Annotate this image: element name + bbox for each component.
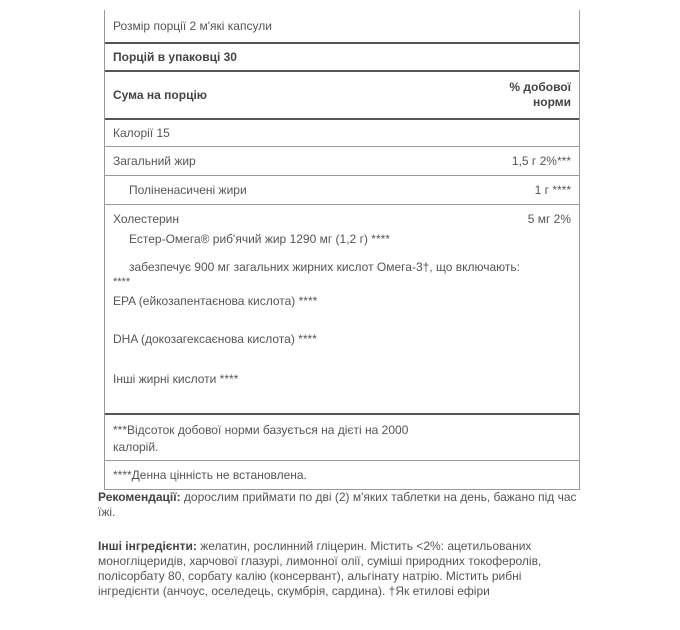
dha: DHA (докозагексаєнова кислота) **** <box>113 332 317 346</box>
epa: EPA (ейкозапентаєнова кислота) **** <box>113 294 318 308</box>
total-fat-row <box>105 146 579 175</box>
dv-footnote-row <box>105 413 579 460</box>
total-fat-label: Загальний жир <box>113 154 196 168</box>
other-fatty-acids: Інші жирні кислоти **** <box>113 372 239 386</box>
cholesterol-value: 5 мг 2% <box>527 211 571 226</box>
dv-footnote: ***Відсоток добової норми базується на дієті на 2000 калорій. <box>113 423 409 454</box>
serving-size-row <box>105 10 579 42</box>
dha-row <box>105 332 579 372</box>
not-established-row <box>105 460 579 489</box>
amount-per-serving-label: Сума на порцію <box>113 88 208 102</box>
header-row <box>105 70 579 118</box>
cholesterol-row <box>105 204 579 232</box>
provides-row <box>105 256 579 294</box>
calories: Калорії 15 <box>113 126 170 140</box>
cholesterol-label: Холестерин <box>113 211 179 226</box>
other-ingredients-text: желатин, рослинний гліцерин. Містить <2%: ацетильованих моногліцеридів, харчової глазурі, лимонної олії, суміші природних токоферолів, полісорбату 80, сорбату калію (консервант), альгінату натрію. Містить рибні інгредієнти (анчоус, оселедець, скумбрія, сардина). †Як етилові ефіри <box>98 539 542 598</box>
supplement-facts-table <box>104 10 580 490</box>
epa-row <box>105 294 579 332</box>
polyunsaturated-fat-value: 1 г **** <box>534 183 571 197</box>
recommendations <box>98 490 582 520</box>
calories-row <box>105 118 579 146</box>
servings-per-container: Порцій в упаковці 30 <box>113 50 237 64</box>
other-fatty-acids-row <box>105 372 579 413</box>
daily-value-label: % добової норми <box>509 80 571 109</box>
polyunsaturated-fat-row <box>105 175 579 204</box>
other-ingredients-label: Інші інгредієнти: <box>98 539 197 553</box>
servings-per-container-row <box>105 42 579 70</box>
serving-size: Розмір порції 2 м'які капсули <box>113 19 272 33</box>
other-ingredients <box>98 539 582 599</box>
ester-omega: Естер-Омега® риб'ячий жир 1290 мг (1,2 г) **** <box>129 232 390 246</box>
provides-omega3: забезпечує 900 мг загальних жирних кислот Омега-3†, що включають: **** <box>113 260 520 288</box>
total-fat-value: 1,5 г 2%*** <box>511 154 571 168</box>
polyunsaturated-fat-label: Поліненасичені жири <box>129 183 247 197</box>
not-established-footnote: ****Денна цінність не встановлена. <box>113 468 307 482</box>
ester-omega-row <box>105 232 579 256</box>
recommendations-text: дорослим приймати по дві (2) м'яких таблетки на день, бажано під час їжі. <box>98 490 577 519</box>
recommendations-label: Рекомендації: <box>98 490 181 504</box>
